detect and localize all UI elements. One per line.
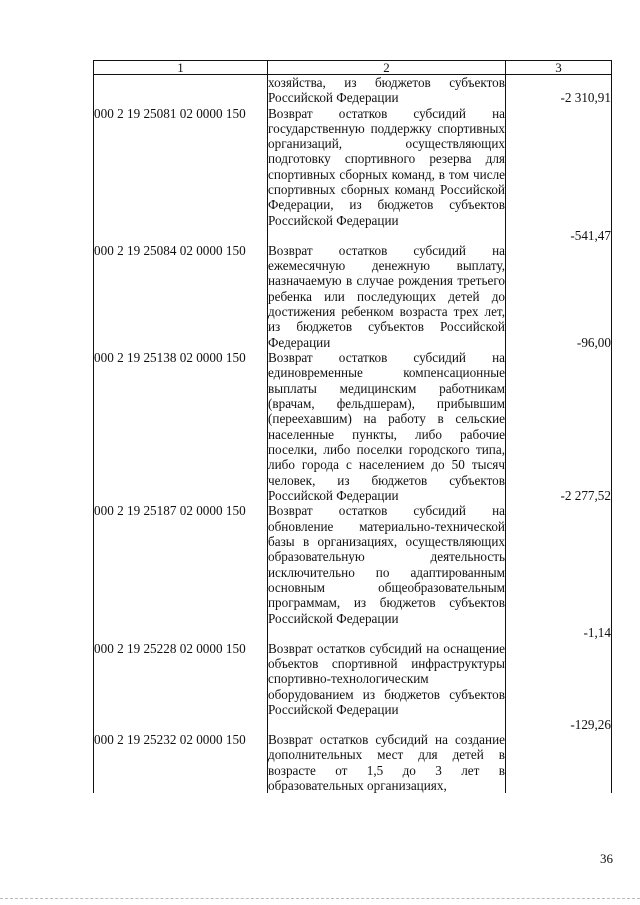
- budget-code: 000 2 19 25187 02 0000 150: [94, 503, 268, 640]
- amount-cell: [506, 106, 612, 243]
- row-amount: -2 277,52: [560, 488, 611, 504]
- amount-cell: [506, 732, 612, 793]
- scan-edge-line: [0, 898, 640, 899]
- table-row: [94, 503, 612, 640]
- row-amount: -129,26: [570, 716, 611, 732]
- column-header-1: 1: [94, 61, 268, 75]
- table-row: [94, 243, 612, 350]
- header-row: [94, 61, 612, 75]
- continuation-description: хозяйства, из бюджетов субъектов Российской Федерации: [268, 75, 505, 106]
- continuation-code: [94, 75, 268, 106]
- continuation-amount: -2 310,91: [560, 90, 611, 105]
- row-amount: -541,47: [570, 227, 611, 243]
- row-description: Возврат остатков субсидий на ежемесячную денежную выплату, назначаемую в случае рождения третьего ребенка или последующих детей до достижения ребенком возраста трех лет, из бюджетов субъектов Российской Федерации: [268, 242, 505, 350]
- budget-code: 000 2 19 25228 02 0000 150: [94, 641, 268, 732]
- column-header-2: 2: [268, 61, 506, 75]
- amount-cell: [506, 641, 612, 732]
- row-description: Возврат остатков субсидий на обновление материально-технической базы в организациях, осуществляющих образовательную деятельность исключительно по адаптированным основным общеобразовательным программам, из бюджетов субъектов Российской Федерации: [268, 503, 506, 640]
- row-description: Возврат остатков субсидий на создание дополнительных мест для детей в возрасте от 1,5 до 3 лет в образовательных организациях,: [268, 732, 505, 793]
- table-row: [94, 641, 612, 732]
- budget-code: 000 2 19 25232 02 0000 150: [94, 732, 268, 793]
- row-description: Возврат остатков субсидий на оснащение объектов спортивной инфраструктуры спортивно-технологическим оборудованием из бюджетов субъектов Российской Федерации: [268, 641, 506, 732]
- row-amount: -1,14: [583, 625, 611, 641]
- row-description: Возврат остатков субсидий на единовременные компенсационные выплаты медицинским работникам (врачам, фельдшерам), прибывшим (переехавшим) на работу в сельские населенные пункты, либо рабочие поселки, либо поселки городского типа, либо города с населением до 50 тысяч человек, из бюджетов субъектов Российской Федерации: [268, 350, 505, 503]
- row-description: Возврат остатков субсидий на государственную поддержку спортивных организаций, осуществляющих подготовку спортивного резерва для спортивных сборных команд, в том числе спортивных сборных команд Российской Федерации, из бюджетов субъектов Российской Федерации: [268, 106, 506, 243]
- table-row: [94, 732, 612, 793]
- row-amount: -96,00: [576, 334, 611, 350]
- budget-code: 000 2 19 25138 02 0000 150: [94, 350, 268, 503]
- amount-cell: [506, 503, 612, 640]
- table-row: [94, 106, 612, 243]
- page-number: 36: [600, 851, 613, 866]
- budget-code: 000 2 19 25081 02 0000 150: [94, 106, 268, 243]
- continuation-row: [94, 75, 612, 106]
- column-header-3: 3: [506, 61, 612, 75]
- budget-table: [93, 60, 612, 793]
- amount-cell: [506, 350, 612, 503]
- amount-cell: [506, 243, 612, 350]
- amount-cell: [506, 75, 612, 106]
- table-row: [94, 350, 612, 503]
- budget-code: 000 2 19 25084 02 0000 150: [94, 243, 268, 350]
